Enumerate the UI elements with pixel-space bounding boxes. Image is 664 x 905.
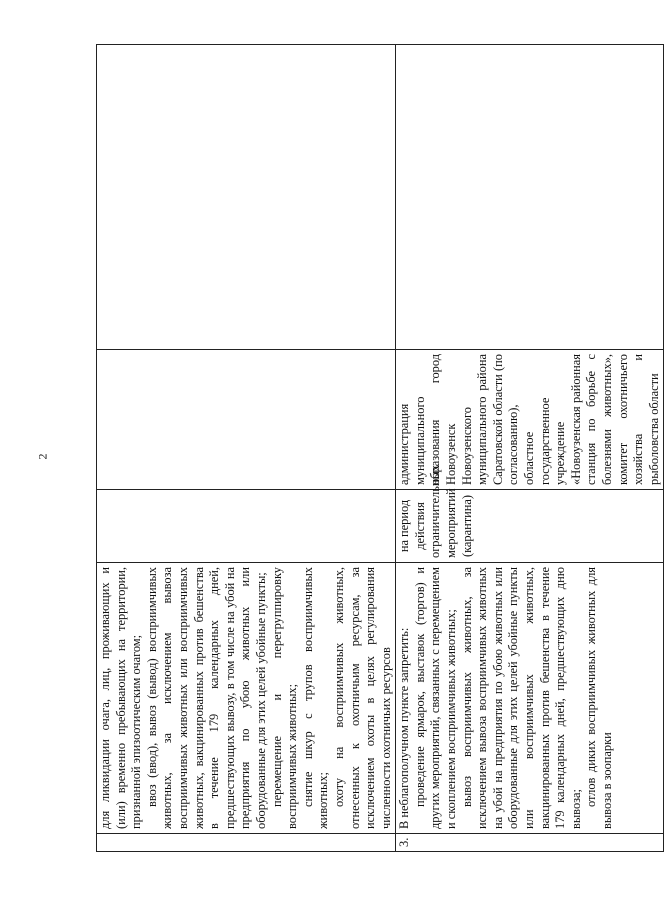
term-cell xyxy=(97,490,396,563)
action-paragraph: ввоз (ввод), вывоз (вывод) восприимчивых животных, за исключением вывоза восприимчивых животных или восприимчивых животных, вакцинированных против бешенства в течение 179 календарных дней, предшествующих вывозу, в том числе на убой на предприятия по убою животных или оборудованные для этих целей убойные пункты; xyxy=(144,567,268,829)
action-paragraph: снятие шкур с трупов восприимчивых животных; xyxy=(300,567,331,829)
page-number: 2 xyxy=(35,453,50,460)
measures-table xyxy=(96,44,664,852)
note-cell xyxy=(97,45,396,350)
note-cell xyxy=(396,45,664,350)
action-paragraph: вывоз восприимчивых животных, за исключением вывоза восприимчивых животных на убой на предприятия по убою животных или оборудованные для этих целей убойные пункты или восприимчивых животных, вакцинированных против бешенства в течение 179 календарных дней, предшествующих дню вывоза; xyxy=(459,567,583,829)
term-cell: на период действия ограничительных мероприятий (карантина) xyxy=(396,490,664,563)
row-number-cell: 3. xyxy=(396,834,664,852)
rotated-table-page xyxy=(96,44,661,852)
action-paragraph: перемещение и перегруппировку восприимчивых животных; xyxy=(269,567,300,829)
action-paragraph: охоту на восприимчивых животных, отнесенных к охотничьим ресурсам, за исключением охоты в целях регулирования численности охотничьих ресурсов xyxy=(331,567,393,829)
action-paragraph: отлов диких восприимчивых животных для вывоза в зоопарки xyxy=(584,567,614,829)
table-row xyxy=(97,45,396,852)
actions-cell xyxy=(97,563,396,834)
row-number-cell xyxy=(97,834,396,852)
action-paragraph: для ликвидации очага, лиц, проживающих и (или) временно пребывающих на территории, признанной эпизоотическим очагом; xyxy=(98,567,144,829)
table-row xyxy=(396,45,664,852)
responsible-cell: администрация муниципального образования город Новоузенск Новоузенского муниципального района Саратовской области (по согласованию), областное государственное учреждение «Новоузенская районная станция по борьбе с болезнями животных», комитет охотничьего хозяйства и рыболовства области xyxy=(396,350,664,490)
responsible-cell xyxy=(97,350,396,490)
actions-cell xyxy=(396,563,664,834)
action-paragraph: В неблагополучном пункте запретить: xyxy=(397,627,412,829)
action-paragraph: проведение ярмарок, выставок (торгов) и других мероприятий, связанных с перемещением и скоплением восприимчивых животных; xyxy=(412,567,459,829)
